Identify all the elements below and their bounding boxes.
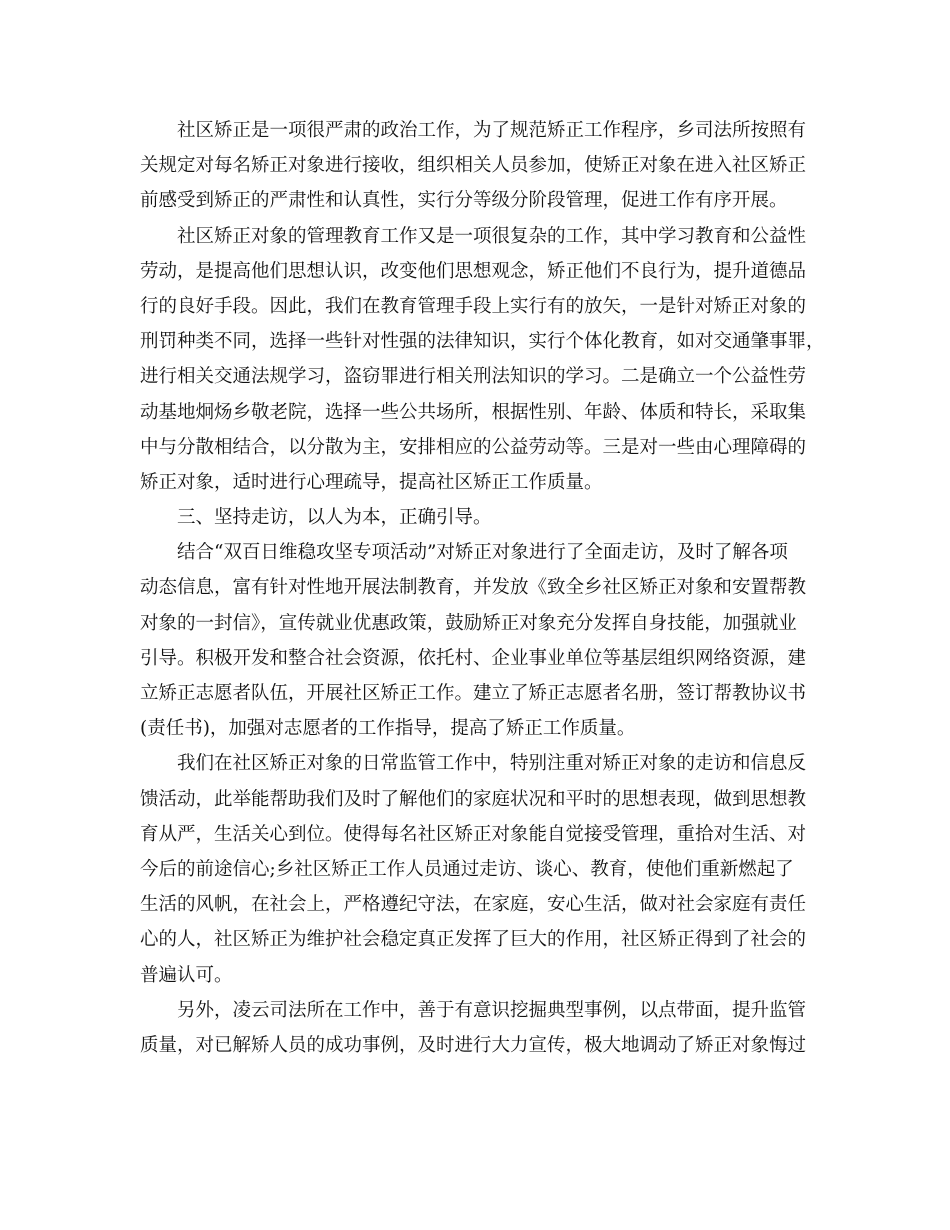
paragraph-5 (140, 993, 812, 1063)
text-line: 馈活动，此举能帮助我们及时了解他们的家庭状况和平时的思想表现，做到思想教 (140, 788, 807, 810)
paragraph-4 (140, 746, 812, 992)
text-line: 社区矫正是一项很严肃的政治工作，为了规范矫正工作程序，乡司法所按照有 (177, 120, 807, 141)
text-line: 行的良好手段。因此，我们在教育管理手段上实行有的放矢，一是针对矫正对象的 (140, 295, 807, 317)
text-line: 关规定对每名矫正对象进行接收，组织相关人员参加，使矫正对象在进入社区矫正 (140, 155, 807, 177)
text-line: 生活的风帆，在社会上，严格遵纪守法，在家庭，安心生活，做对社会家庭有责任 (140, 894, 807, 916)
text-line: 矫正对象，适时进行心理疏导，提高社区矫正工作质量。 (140, 471, 603, 493)
document-body (140, 113, 825, 1063)
text-line: 动态信息，富有针对性地开展法制教育，并发放《致全乡社区矫正对象和安置帮教 (140, 577, 807, 599)
text-line: 心的人，社区矫正为维护社会稳定真正发挥了巨大的作用，社区矫正得到了社会的 (140, 929, 807, 951)
text-line: 今后的前途信心;乡社区矫正工作人员通过走访、谈心、教育，使他们重新燃起了 (140, 858, 794, 880)
text-line: 育从严，生活关心到位。使得每名社区矫正对象能自觉接受管理，重拾对生活、对 (140, 823, 807, 845)
text-line: 劳动，是提高他们思想认识，改变他们思想观念，矫正他们不良行为，提升道德品 (140, 260, 807, 282)
text-line: 三、坚持走访，以人为本，正确引导。 (177, 507, 492, 529)
paragraph-2 (140, 219, 825, 501)
text-line: 对象的一封信》，宣传就业优惠政策，鼓励矫正对象充分发挥自身技能，加强就业 (140, 612, 797, 634)
text-line: 立矫正志愿者队伍，开展社区矫正工作。建立了矫正志愿者名册，签订帮教协议书 (140, 683, 807, 704)
text-line: 进行相关交通法规学习，盗窃罪进行相关刑法知识的学习。二是确立一个公益性劳 (140, 366, 807, 388)
text-line: 我们在社区矫正对象的日常监管工作中，特别注重对矫正对象的走访和信息反 (177, 753, 807, 775)
text-line: 刑罚种类不同，选择一些针对性强的法律知识，实行个体化教育，如对交通肇事罪， (140, 331, 825, 353)
text-line: 普遍认可。 (140, 964, 233, 986)
text-line: 质量，对已解矫人员的成功事例，及时进行大力宣传，极大地调动了矫正对象悔过 (140, 1034, 807, 1056)
text-line: 前感受到矫正的严肃性和认真性，实行分等级分阶段管理，促进工作有序开展。 (140, 190, 788, 212)
section-heading (140, 500, 812, 535)
text-line: 社区矫正对象的管理教育工作又是一项很复杂的工作，其中学习教育和公益性 (177, 225, 807, 247)
text-line: (责任书)，加强对志愿者的工作指导，提高了矫正工作质量。 (140, 718, 636, 740)
text-line: 中与分散相结合，以分散为主，安排相应的公益劳动等。三是对一些由心理障碍的 (140, 436, 807, 458)
text-line: 引导。积极开发和整合社会资源，依托村、企业事业单位等基层组织网络资源，建 (140, 647, 807, 669)
text-line: 结合“双百日维稳攻坚专项活动”对矫正对象进行了全面走访，及时了解各项 (177, 542, 788, 564)
text-line: 另外，凌云司法所在工作中，善于有意识挖掘典型事例，以点带面，提升监管 (177, 999, 807, 1021)
text-line: 动基地炯炀乡敬老院，选择一些公共场所，根据性别、年龄、体质和特长，采取集 (140, 401, 807, 423)
paragraph-1 (140, 113, 812, 219)
paragraph-3 (140, 535, 812, 746)
